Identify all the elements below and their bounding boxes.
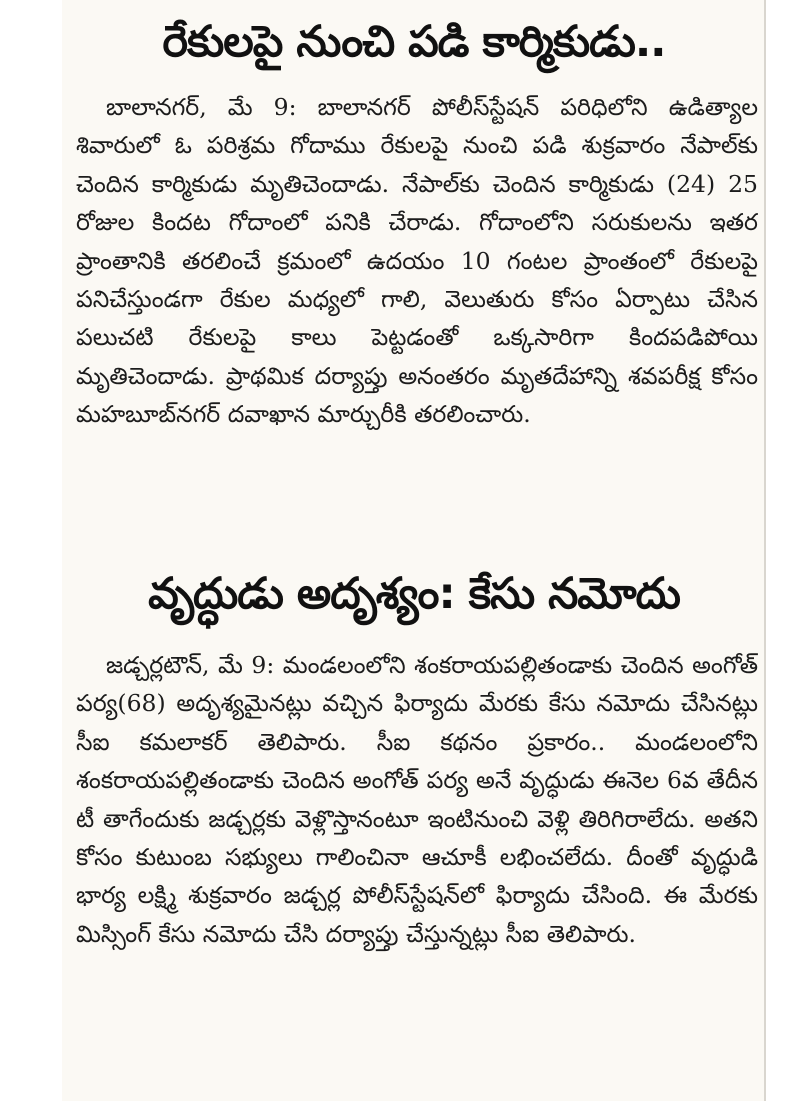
article-2-paragraph: జడ్చర్లటౌన్, మే 9: మండలంలోని శంకరాయపల్లితండాకు చెందిన అంగోత్ పర్య(68) అదృశ్యమైనట్లు వచ్చిన ఫిర్యాదు మేరకు కేసు నమోదు చేసినట్లు సీఐ కమలాకర్ తెలిపారు. సీఐ కథనం ప్రకారం.. మండలంలోని శంకరాయపల్లితండాకు చెందిన అంగోత్ పర్య అనే వృద్ధుడు ఈనెల 6వ తేదీన టీ తాగేందుకు జడ్చర్లకు వెళ్లొస్తానంటూ ఇంటినుంచి వెళ్లి తిరిగిరాలేదు. అతని కోసం కుటుంబ సభ్యులు గాలించినా ఆచూకీ లభించలేదు. దీంతో వృద్ధుడి భార్య లక్ష్మి శుక్రవారం జడ్చర్ల పోలీస్‌స్టేషన్‌లో ఫిర్యాదు చేసింది. ఈ మేరకు మిస్సింగ్ కేసు నమోదు చేసి దర్యాప్తు చేస్తున్నట్లు సీఐ తెలిపారు. xyxy=(76,651,758,948)
article-1-paragraph: బాలానగర్, మే 9: బాలానగర్ పోలీస్‌స్టేషన్ పరిధిలోని ఉడిత్యాల శివారులో ఓ పరిశ్రమ గోదాము రేకులపై నుంచి పడి శుక్రవారం నేపాల్‌కు చెందిన కార్మికుడు మృతిచెందాడు. నేపాల్‌కు చెందిన కార్మికుడు (24) 25 రోజుల కిందట గోదాంలో పనికి చేరాడు. గోదాంలోని సరుకులను ఇతర ప్రాంతానికి తరలించే క్రమంలో ఉదయం 10 గంటల ప్రాంతంలో రేకులపై పనిచేస్తుండగా రేకుల మధ్యలో గాలి, వెలుతురు కోసం ఏర్పాటు చేసిన పలుచటి రేకులపై కాలు పెట్టడంతో ఒక్కసారిగా కిందపడిపోయి మృతిచెందాడు. ప్రాథమిక దర్యాప్తు అనంతరం మృతదేహాన్ని శవపరీక్ష కోసం మహబూబ్‌నగర్ దవాఖాన మార్చురీకి తరలించారు. xyxy=(76,93,758,429)
article-1-body xyxy=(76,88,758,434)
article-2-body xyxy=(76,646,758,953)
article-2-headline: వృద్ధుడు అదృశ్యం: కేసు నమోదు xyxy=(148,569,680,619)
article-1-headline: రేకులపై నుంచి పడి కార్మికుడు.. xyxy=(162,17,666,67)
newspaper-clipping xyxy=(62,0,766,1101)
